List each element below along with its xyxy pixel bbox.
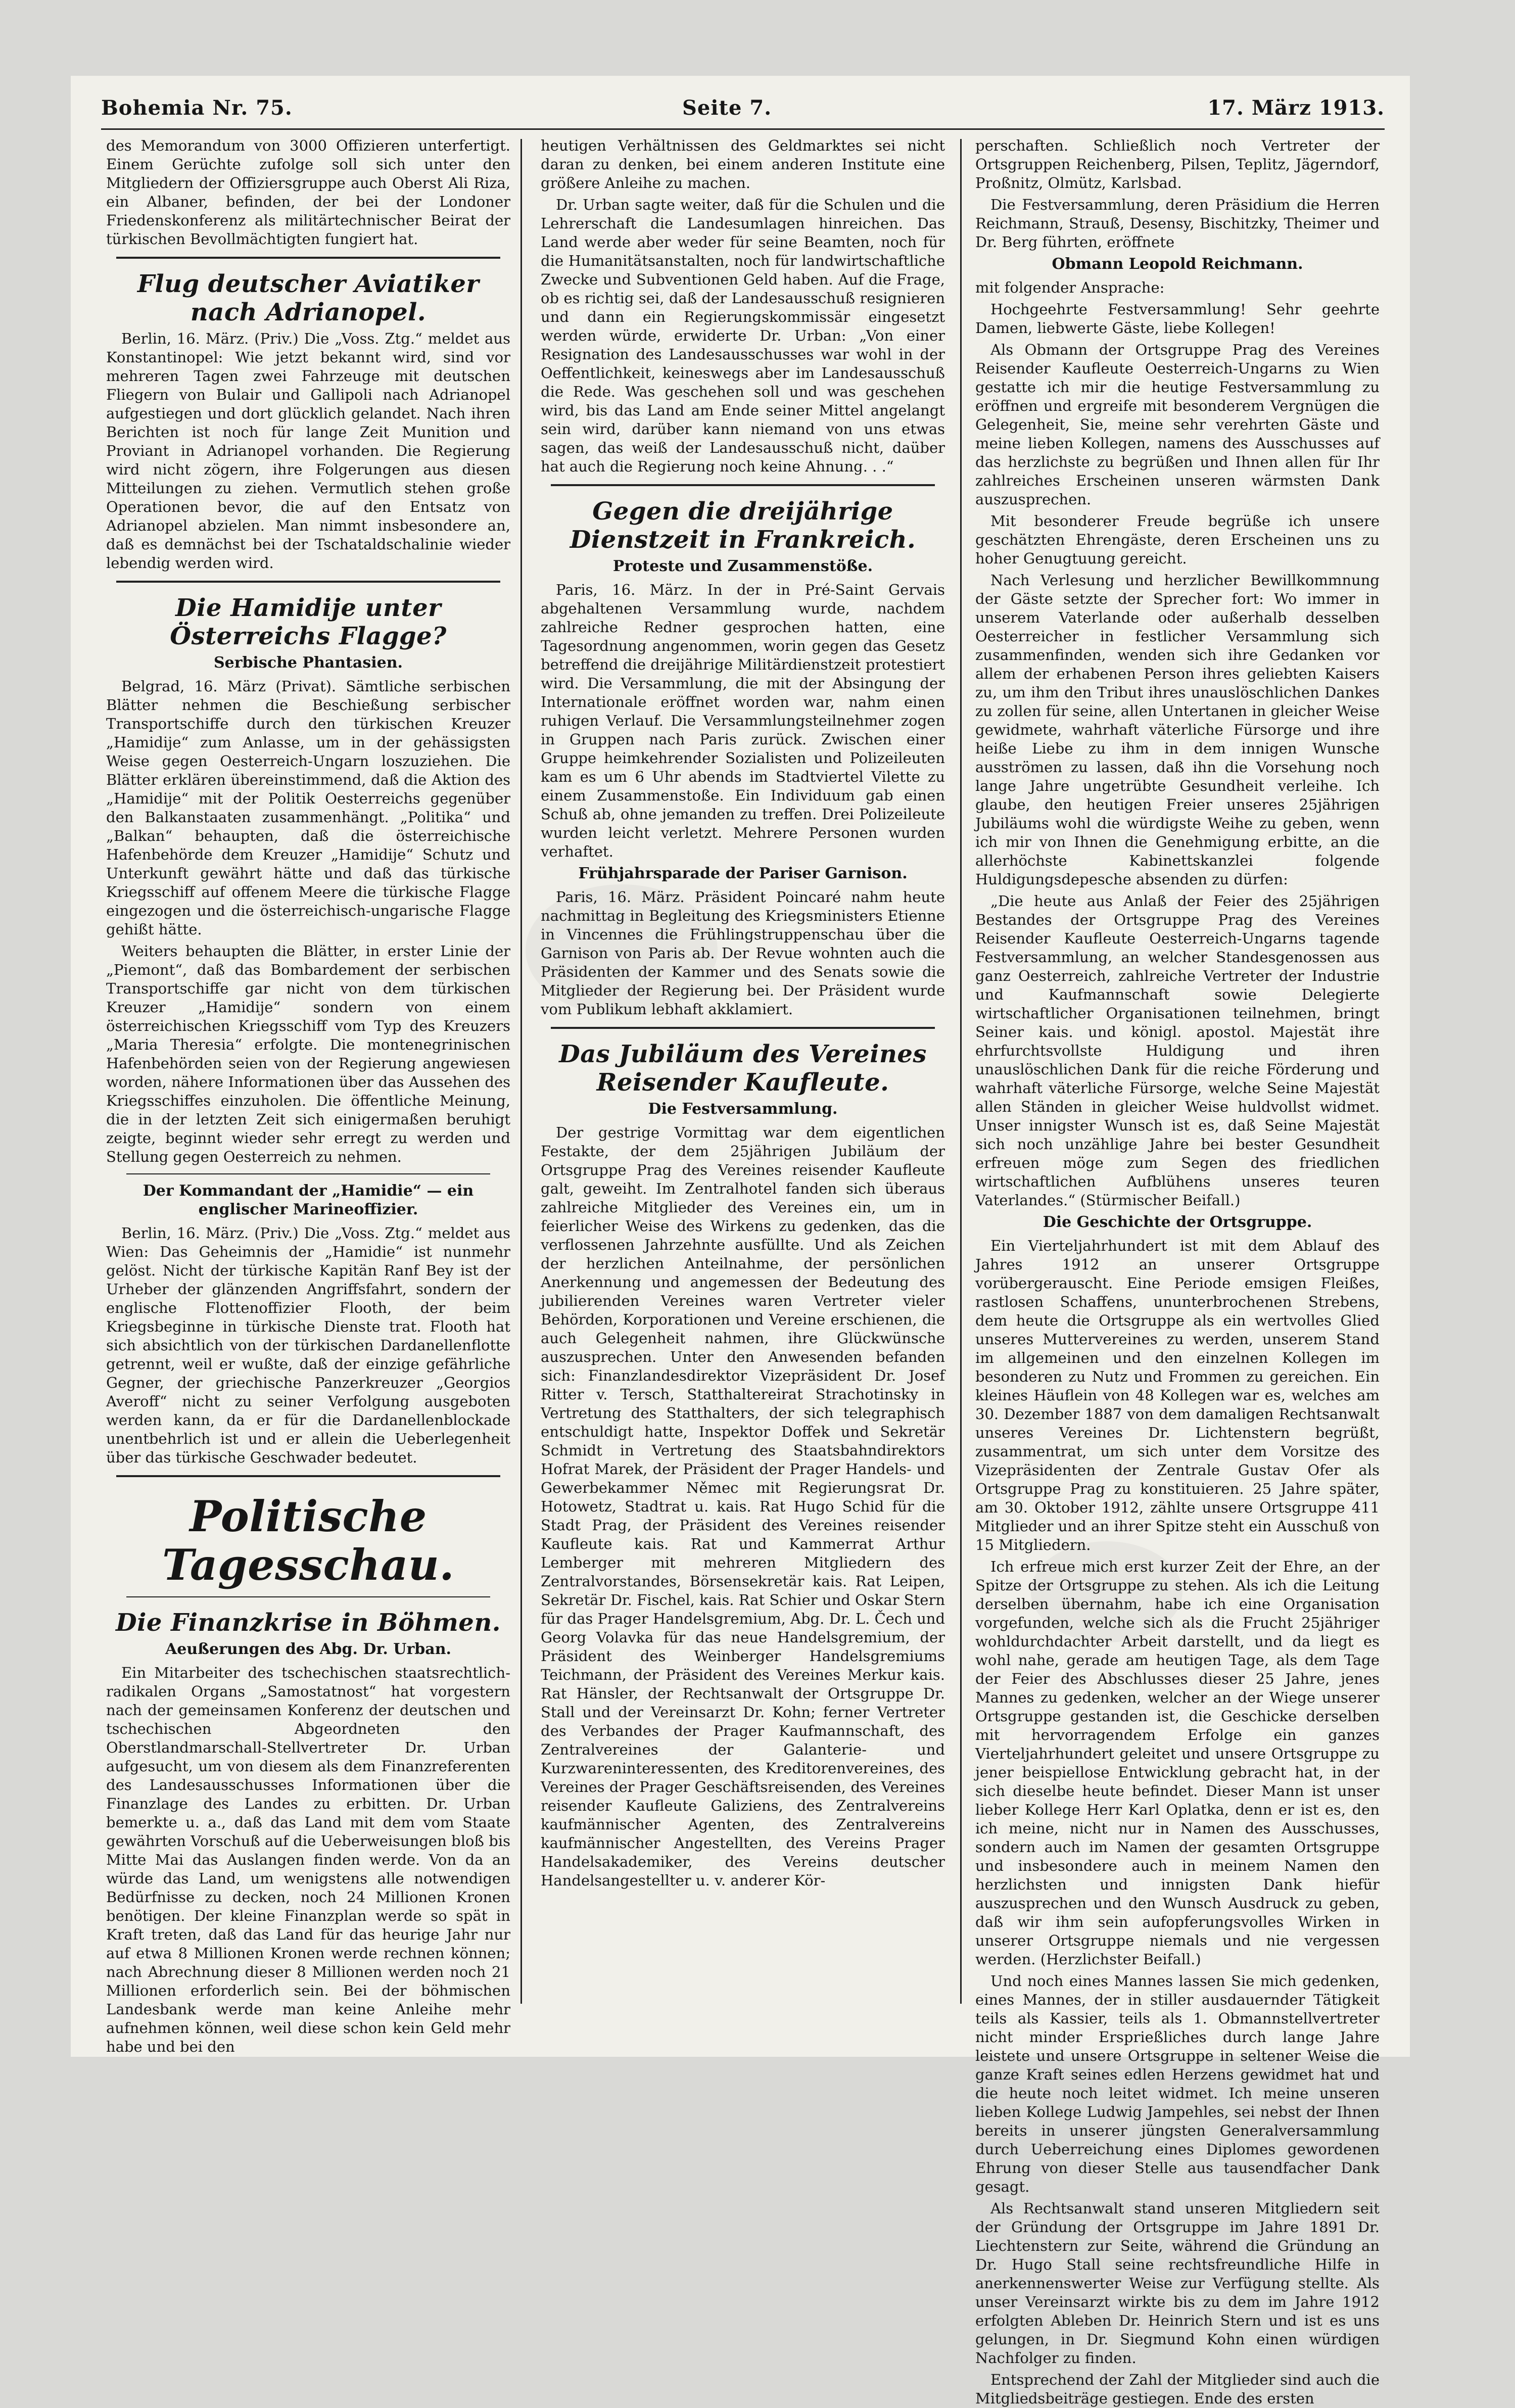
subheading: Aeußerungen des Abg. Dr. Urban. bbox=[165, 1640, 451, 1658]
paragraph: Nach Verlesung und herzlicher Bewillkommnung der Gäste setzte der Sprecher fort: Wo immer in unserem Vaterlande oder außerhalb desselben Oesterreicher in festlicher Versammlung sich zusammenfinden, wenden sich ihre Gedanken vor allem der erhabenen Person ihres geliebten Kaisers zu, um ihm den Tribut ihres unauslöschlichen Dankes zu zollen für seine, allen Untertanen in gleicher Weise gewidmete, wahrhaft väterliche Fürsorge und ihre heiße Liebe zu ihm in dem innigen Wunsche ausströmen zu lassen, daß ihn die Vorsehung noch lange Jahre ungetrübte Gesundheit verleihe. Ich glaube, den heutigen Freier unseres 25jährigen Jubiläums wohl die würdigste Weihe zu geben, wenn ich mir von Ihnen die Genehmigung erbitte, an die allerhöchste Kabinettskanzlei folgende Huldigungsdepesche absenden zu dürfen: bbox=[975, 572, 1380, 888]
masthead-page-number: Seite 7. bbox=[682, 96, 772, 120]
paragraph: Paris, 16. März. In der in Pré-Saint Gervais abgehaltenen Versammlung wurde, nachdem zahlreiche Redner gesprochen hatten, eine Tagesordnung angenommen, worin gegen das Gesetz betreffend die dreijährige Militärdienstzeit protestiert wird. Die Versammlung, die mit der Absingung der Internationale eröffnet worden war, nahm einen ruhigen Verlauf. Die Versammlungsteilnehmer zogen in Gruppen nach Paris zurück. Zwischen einer Gruppe heimkehrender Sozialisten und Polizeileuten kam es um 6 Uhr abends im Stadtviertel Vilette zu einem Zusammenstoße. Ein Individuum gab einen Schuß ab, ohne jemanden zu treffen. Drei Polizeileute wurden leicht verletzt. Mehrere Personen wurden verhaftet. bbox=[541, 581, 945, 860]
paragraph: Dr. Urban sagte weiter, daß für die Schulen und die Lehrerschaft die Landesumlagen hinreichen. Das Land werde aber weder für seine Beamten, noch für die Humanitätsanstalten, noch für landwirtschaftliche Zwecke und Subventionen Geld haben. Auf die Frage, ob es richtig sei, daß der Landesausschuß resignieren und dann ein Regierungskommissär eingesetzt werden würde, erwiderte Dr. Urban: „Von einer Resignation des Landesausschusses war wohl in der Oeffentlichkeit, keineswegs aber im Landesausschuß die Rede. Was geschehen soll und was geschehen wird, bis das Land am Ende seiner Mittel angelangt sein wird, darüber kann niemand von uns etwas sagen, das weiß der Landesausschuß nicht, daüber hat auch die Regierung noch keine Ahnung. . .“ bbox=[541, 196, 945, 475]
paragraph: Weiters behaupten die Blätter, in erster Linie der „Piemont“, daß das Bombardement der serbischen Transportschiffe gar nicht von dem türkischen Kreuzer „Hamidije“ sondern von einem österreichischen Kriegsschiff vom Typ des Kreuzers „Maria Theresia“ erfolgte. Die montenegrinischen Hafenbehörden seien von der Regierung angewiesen worden, nähere Informationen über das Aussehen des Kriegsschiffes einzuholen. Die öffentliche Meinung, die in der letzten Zeit sich einigermaßen beruhigt zeigte, beginnt wieder sehr erregt zu werden und Stellung gegen Oesterreich zu nehmen. bbox=[106, 942, 510, 1165]
headline-finanzkrise: Die Finanzkrise in Böhmen. bbox=[116, 1609, 501, 1637]
headline-politische-tagesschau: Politische Tagesschau. bbox=[162, 1491, 455, 1590]
subheading: Die Geschichte der Ortsgruppe. bbox=[1043, 1213, 1312, 1231]
headline-jubilaeum: Das Jubiläum des Vereines Reisender Kaufleute. bbox=[559, 1040, 927, 1097]
paragraph: Hochgeehrte Festversammlung! Sehr geehrte Damen, liebwerte Gäste, liebe Kollegen! bbox=[975, 301, 1380, 337]
column-1 bbox=[106, 136, 510, 2055]
section-separator bbox=[551, 1027, 935, 1029]
column-rule bbox=[520, 139, 522, 2004]
paragraph: „Die heute aus Anlaß der Feier des 25jährigen Bestandes der Ortsgruppe Prag des Vereines Reisender Kaufleute Oesterreich-Ungarns tagende Festversammlung, an welcher Standesgenossen aus ganz Oesterreich, zahlreiche Vertreter der Industrie und Kaufmannschaft sowie Delegierte wirtschaftlicher Organisationen teilnehmen, bringt Seiner kais. und königl. apostol. Majestät ihre ehrfurchtsvollste Huldigung und ihren unauslöschlichen Dank für die reiche Förderung und wahrhaft väterliche Fürsorge, welche Seine Majestät allen Ständen in gleicher Weise huldvollst widmet. Unser innigster Wunsch ist es, daß Seine Majestät sich noch unzählige Jahre bei bester Gesundheit erfreuen möge zum Segen des friedlichen wirtschaftlichen Aufblühens unseres teuren Vaterlandes.“ (Stürmischer Beifall.) bbox=[975, 892, 1380, 1209]
paragraph: heutigen Verhältnissen des Geldmarktes sei nicht daran zu denken, bei einem anderen Institute eine größere Anleihe zu machen. bbox=[541, 137, 945, 192]
section-separator bbox=[126, 1596, 490, 1597]
headline-aviatiker: Flug deutscher Aviatiker nach Adrianopel. bbox=[137, 270, 480, 326]
paragraph: Paris, 16. März. Präsident Poincaré nahm heute nachmittag in Begleitung des Kriegsministers Etienne in Vincennes die Frühlingstruppenschau über die Garnison von Paris ab. Der Revue wohnten auch die Präsidenten der Kammer und des Senats sowie die Mitglieder der Regierung bei. Der Präsident wurde vom Publikum lebhaft akklamiert. bbox=[541, 888, 945, 1018]
paragraph: Ein Vierteljahrhundert ist mit dem Ablauf des Jahres 1912 an unserer Ortsgruppe vorübergerauscht. Eine Periode emsigen Fleißes, rastlosen Schaffens, ununterbrochenen Strebens, dem heute die Ortsgruppe als ein wertvolles Glied unseres Muttervereines zu werden, unserem Stand im allgemeinen und den einzelnen Kollegen im besonderen zu Nutz und Frommen zu gereichen. Ein kleines Häuflein von 48 Kollegen war es, welches am 30. Dezember 1887 von dem damaligen Rechtsanwalt unseres Vereines Dr. Lichtenstern begrüßt, zusammentrat, um sich unter dem Vorsitze des Vizepräsidenten der Zentrale Gustav Ofer als Ortsgruppe Prag zu konstituieren. 25 Jahre später, am 30. Oktober 1912, zählte unsere Ortsgruppe 411 Mitglieder und an ihrer Spitze steht ein Ausschuß von 15 Mitgliedern. bbox=[975, 1237, 1380, 1553]
paragraph: Ein Mitarbeiter des tschechischen staatsrechtlich-radikalen Organs „Samostatnost“ hat vorgestern nach der gemeinsamen Konferenz der deutschen und tschechischen Abgeordneten den Oberstlandmarschall-Stellvertreter Dr. Urban aufgesucht, um von diesem als dem Finanzreferenten des Landesausschusses Informationen über die Finanzlage des Landes zu erbitten. Dr. Urban bemerkte u. a., daß das Land mit dem vom Staate gewährten Vorschuß auf die Ueberweisungen bloß bis Mitte Mai das Auslangen finden werde. Von da an würde das Land, um wenigstens alle notwendigen Bedürfnisse zu decken, noch 24 Millionen Kronen benötigen. Der kleine Finanzplan werde so spät in Kraft treten, daß das Land für das heurige Jahr nur auf etwa 8 Millionen Kronen werde rechnen können; nach Abrechnung dieser 8 Millionen werden noch 21 Millionen erforderlich sein. Bei der böhmischen Landesbank werde man keine Anleihe mehr aufnehmen können, weil diese schon kein Geld mehr habe und bei den bbox=[106, 1664, 510, 2055]
subheading: Der Kommandant der „Hamidie“ — ein englischer Marineoffizier. bbox=[143, 1182, 474, 1218]
subheading: Serbische Phantasien. bbox=[214, 654, 403, 672]
column-rule bbox=[960, 139, 962, 2004]
headline-hamidije: Die Hamidije unter Österreichs Flagge? bbox=[170, 594, 447, 650]
paragraph: Belgrad, 16. März (Privat). Sämtliche serbischen Blätter nehmen die Beschießung serbischer Transportschiffe durch den türkischen Kreuzer „Hamidije“ zum Anlasse, um in der gehässigsten Weise gegen Oesterreich-Ungarn loszuziehen. Die Blätter erklären übereinstimmend, daß die Aktion des „Hamidije“ mit der Politik Oesterreichs gegenüber den Balkanstaaten zusammenhängt. „Politika“ und „Balkan“ behaupten, daß die österreichische Hafenbehörde dem Kreuzer „Hamidije“ Schutz und Unterkunft gewährt hätte und daß das türkische Kriegsschiff auf offenem Meere die türkische Flagge eingezogen und die österreichisch-ungarische Flagge gehißt hätte. bbox=[106, 678, 510, 938]
subheading: Die Festversammlung. bbox=[648, 1100, 838, 1118]
paragraph: Die Festversammlung, deren Präsidium die Herren Reichmann, Strauß, Desensy, Bischitzky, Theimer und Dr. Berg führten, eröffnete bbox=[975, 196, 1380, 251]
section-separator bbox=[116, 1475, 500, 1477]
paragraph: des Memorandum von 3000 Offizieren unterfertigt. Einem Gerüchte zufolge soll sich unter den Mitgliedern der Offiziersgruppe auch Oberst Ali Riza, ein Albaner, befinden, der bei der Londoner Friedenskonferenz als militärtechnischer Beirat der türkischen Bevollmächtigten fungiert hat. bbox=[106, 137, 510, 248]
section-separator bbox=[551, 484, 935, 486]
paragraph: Der gestrige Vormittag war dem eigentlichen Festakte, der dem 25jährigen Jubiläum der Ortsgruppe Prag des Vereines reisender Kaufleute galt, geweiht. Im Zentralhotel fanden sich überaus zahlreiche Mitglieder des Vereines ein, um in feierlicher Weise des Wirkens zu gedenken, das die verflossenen Jahrzehnte ausfüllte. Und als Zeichen der herzlichen Anteilnahme, der persönlichen Anerkennung und angemessen der Bedeutung des jubilierenden Vereines waren Vertreter vieler Behörden, Korporationen und Vereine erschienen, die auch Gelegenheit nahmen, ihre Glückwünsche auszusprechen. Unter den Anwesenden befanden sich: Finanzlandesdirektor Vizepräsident Dr. Josef Ritter v. Tersch, Statthaltereirat Strachotinsky in Vertretung des Statthalters, der sich telegraphisch entschuldigt hatte, Inspektor Doffek und Sekretär Schmidt in Vertretung des Staatsbahndirektors Hofrat Marek, der Präsident der Prager Handels- und Gewerbekammer Němec mit Regierungsrat Dr. Hotowetz, Stadtrat u. kais. Rat Hugo Schid für die Stadt Prag, der Präsident des Vereines reisender Kaufleute kais. Rat und Kammerrat Arthur Lemberger mit mehreren Mitgliedern des Zentralvorstandes, Börsensekretär kais. Rat Leipen, Sekretär Dr. Fischel, kais. Rat Schier und Oskar Stern für das Prager Handelsgremium, Abg. Dr. L. Čech und Georg Volavka für das neue Handelsgremium, der Präsident des Weinberger Handelsgremiums Teichmann, der Präsident des Vereines Merkur kais. Rat Hänsler, der Rechtsanwalt der Ortsgruppe Dr. Stall und der Vereinsarzt Dr. Kohn; ferner Vertreter des Verbandes der Prager Kaufmannschaft, des Zentralvereines der Galanterie- und Kurzwareninteressenten, des Kreditorenvereines, des Vereines der Prager Geschäftsreisenden, des Vereines reisender Kaufleute Galiziens, des Zentralvereins kaufmännischer Agenten, des Zentralvereins kaufmännischer Angestellten, des Vereins Prager Handelsakademiker, des Vereins deutscher Handelsangestellter u. v. anderer Kör- bbox=[541, 1124, 945, 1889]
paragraph: perschaften. Schließlich noch Vertreter der Ortsgruppen Reichenberg, Pilsen, Teplitz, Jägerndorf, Proßnitz, Olmütz, Karlsbad. bbox=[975, 137, 1380, 192]
paragraph: Als Rechtsanwalt stand unseren Mitgliedern seit der Gründung der Ortsgruppe im Jahre 1891 Dr. Liechtenstern zur Seite, während die Gründung an Dr. Hugo Stall seine rechtsfreundliche Hilfe in anerkennenswerter Weise zur Verfügung stellte. Als unser Vereinsarzt wirkte bis zu dem im Jahre 1912 erfolgten Ableben Dr. Heinrich Stern und ist es uns gelungen, in Dr. Siegmund Kohn einen würdigen Nachfolger zu finden. bbox=[975, 2200, 1380, 2367]
section-separator bbox=[126, 1173, 490, 1174]
masthead-date: 17. März 1913. bbox=[1207, 96, 1385, 120]
section-separator bbox=[116, 257, 500, 259]
paragraph: Ich erfreue mich erst kurzer Zeit der Ehre, an der Spitze der Ortsgruppe zu stehen. Als ich die Leitung derselben übernahm, habe ich eine Organisation vorgefunden, welche sich als die Frucht 25jähriger wohldurchdachter Arbeit darstellt, und da liegt es wohl nahe, gerade am heutigen Tage, als dem Tage der Feier des Abschlusses dieser 25 Jahre, jenes Mannes zu gedenken, welcher an der Wiege unserer Ortsgruppe gestanden ist, die Geschicke derselben mit hervorragendem Erfolge ein ganzes Vierteljahrhundert geleitet und unsere Ortsgruppe zu jener beispiellose Entwicklung gebracht hat, in der sich dieselbe heute befindet. Dieser Mann ist unser lieber Kollege Herr Karl Oplatka, denn er ist es, den ich meine, nicht nur in Namen des Ausschusses, sondern auch im Namen der gesamten Ortsgruppe und insbesondere auch in meinem Namen den herzlichsten und innigsten Dank hiefür auszusprechen und den Wunsch Ausdruck zu geben, daß wir ihm sein aufopferungsvolles Wirken in unserer Ortsgruppe niemals und nie vergessen werden. (Herzlichster Beifall.) bbox=[975, 1558, 1380, 1968]
paragraph: Berlin, 16. März. (Priv.) Die „Voss. Ztg.“ meldet aus Konstantinopel: Wie jetzt bekannt wird, sind vor mehreren Tagen zwei Fahrzeuge mit deutschen Fliegern von Bulair und Gallipoli nach Adrianopel aufgestiegen und dort glücklich gelandet. Nach ihren Berichten ist noch für lange Zeit Munition und Proviant in Adrianopel vorhanden. Die Regierung wird nicht zögern, ihre Folgerungen aus diesen Mitteilungen zu ziehen. Vermutlich stehen große Operationen bevor, die auf den Entsatz von Adrianopel abzielen. Man nimmt insbesondere an, daß es demnächst bei der Tschataldschalinie wieder lebendig werden wird. bbox=[106, 330, 510, 572]
paragraph: Mit besonderer Freude begrüße ich unsere geschätzten Ehrengäste, deren Erscheinen uns zu hoher Genugtuung gereicht. bbox=[975, 512, 1380, 567]
subheading: Frühjahrsparade der Pariser Garnison. bbox=[578, 865, 908, 882]
subheading: Proteste und Zusammenstöße. bbox=[612, 557, 873, 575]
section-separator bbox=[116, 581, 500, 583]
paragraph: Als Obmann der Ortsgruppe Prag des Vereines Reisender Kaufleute Oesterreich-Ungarns zu Wien gestatte ich mir die heutige Festversammlung zu eröffnen und ergreife mit besonderem Vergnügen die Gelegenheit, Sie, meine sehr verehrten Gäste und meine lieben Kollegen, namens des Ausschusses auf das herzlichste zu begrüßen und Ihnen allen für Ihr zahlreiches Erscheinen unseren wärmsten Dank auszusprechen. bbox=[975, 341, 1380, 508]
column-3 bbox=[975, 136, 1380, 2407]
masthead-rule bbox=[101, 128, 1385, 130]
masthead-issue: Bohemia Nr. 75. bbox=[101, 96, 293, 120]
paragraph: Und noch eines Mannes lassen Sie mich gedenken, eines Mannes, der in stiller ausdauernder Tätigkeit teils als Kassier, teils als 1. Obmannstellvertreter nicht minder Ersprießliches durch lange Jahre leistete und unsere Ortsgruppe in seltener Weise die ganze Kraft seines edlen Herzens gewidmet hat und die heute noch leitet widmet. Ich meine unseren lieben Kollege Ludwig Jampehles, sei nebst der Ihnen bereits in unserer jüngsten Generalversammlung durch Ueberreichung eines Diplomes gewordenen Ehrung von dieser Stelle aus tausendfacher Dank gesagt. bbox=[975, 1972, 1380, 2195]
newspaper-page bbox=[71, 76, 1410, 2407]
paragraph: Berlin, 16. März. (Priv.) Die „Voss. Ztg.“ meldet aus Wien: Das Geheimnis der „Hamidie“ ist nunmehr gelöst. Nicht der türkische Kapitän Ranf Bey ist der Urheber der glänzenden Angriffsfahrt, sondern der englische Flottenoffizier Flooth, der beim Kriegsbeginne in türkische Dienste trat. Flooth hat sich absichtlich von der türkischen Dardanellenflotte getrennt, weil er wußte, daß der einzige gefährliche Gegner, der griechische Panzerkreuzer „Georgios Averoff“ nicht zu seiner Verfolgung ausgeboten werden kann, da er für die Dardanellenblockade unentbehrlich ist und er allein die Ueberlegenheit über das türkische Geschwader bedeutet. bbox=[106, 1224, 510, 1466]
subheading: Obmann Leopold Reichmann. bbox=[1052, 255, 1303, 273]
paragraph: Entsprechend der Zahl der Mitglieder sind auch die Mitgliedsbeiträge gestiegen. Ende des ersten bbox=[975, 2371, 1380, 2407]
headline-dienstzeit: Gegen die dreijährige Dienstzeit in Frankreich. bbox=[570, 497, 916, 554]
column-2 bbox=[541, 136, 945, 2006]
paragraph: mit folgender Ansprache: bbox=[975, 279, 1165, 296]
masthead bbox=[101, 91, 1385, 131]
